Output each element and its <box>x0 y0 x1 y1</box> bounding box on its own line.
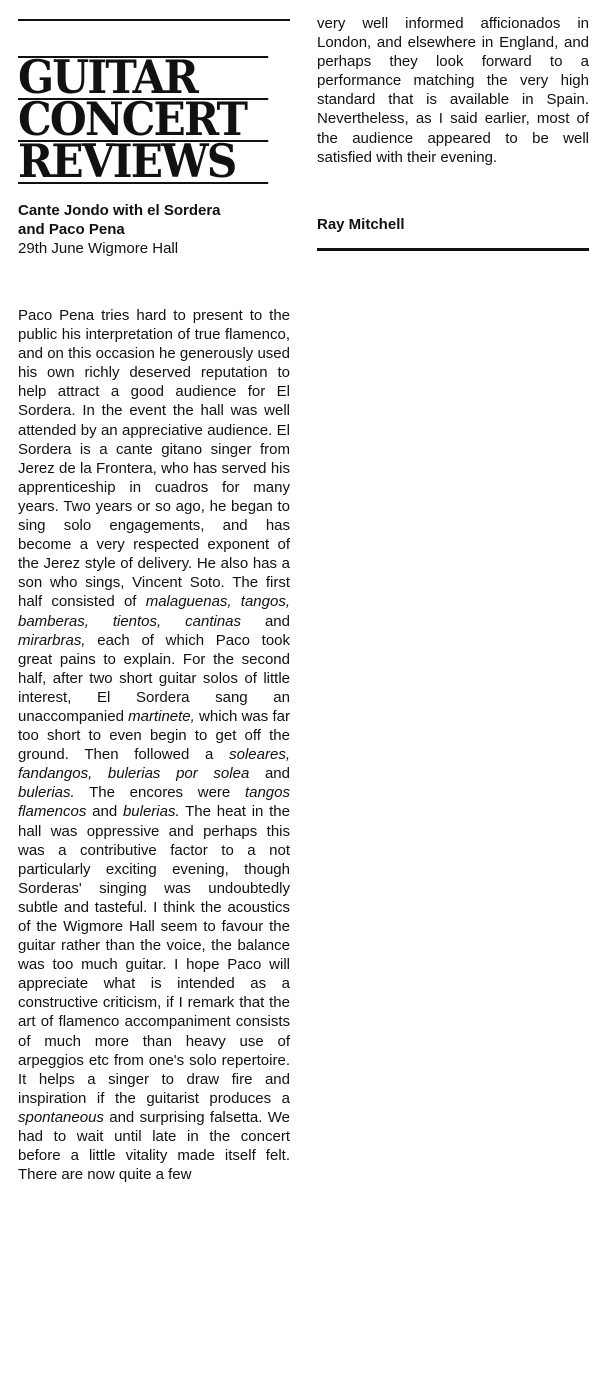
top-rule <box>18 19 290 21</box>
review-heading <box>18 201 290 258</box>
masthead-line-guitar: GUITAR <box>18 56 268 98</box>
body-italic-2: mirarbras, <box>18 631 86 649</box>
body-italic-3: martinete, <box>128 707 195 725</box>
body-text-5: and <box>249 765 290 783</box>
masthead <box>18 56 290 184</box>
body-italic-4: soleares, fandangos, bulerias por solea <box>18 746 290 783</box>
body-text-7: and <box>86 803 123 821</box>
review-body <box>18 306 290 1184</box>
review-date-venue: 29th June Wigmore Hall <box>18 240 179 257</box>
review-title-line2: and Paco Pena <box>18 221 125 238</box>
body-text-1: Paco Pena tries hard to present to the public his interpretation of true flamenco, and on this occasion he generously used his own richly deserved reputation to help attract a good audience for El Sordera. In the event the hall was well attended by an appreciative audience. El Sordera is a cante gitano singer from Jerez de la Frontera, who has served his apprenticeship in cuadros for many years. Two years or so ago, he began to sing solo engagements, and has become a very respected exponent of the Jerez style of delivery. He also has a son who sings, Vincent Soto. The first half consisted of <box>18 307 290 611</box>
body-text-9: and surprising falsetta. We had to wait until late in the concert before a little vitality made itself felt. There are now quite a few <box>18 1108 290 1184</box>
body-text-4: which was far too short to even begin to get off the ground. Then followed a <box>18 707 290 764</box>
review-continuation: very well informed afficionados in London, and elsewhere in England, and perhaps they look forward to a performance matching the very high standard that is available in Spain. Nevertheless, as I said earlier, most of the audience appeared to be well satisfied with their evening. <box>317 15 589 166</box>
body-italic-7: bulerias. <box>122 803 180 821</box>
body-text-8: The heat in the hall was oppressive and perhaps this was a contributive factor to a not particularly exciting evening, though Sorderas' singing was undoubtedly subtle and tasteful. I think the acoustics of the Wigmore Hall seem to favour the guitar rather than the voice, the balance was too much guitar. I hope Paco will appreciate what is intended as a constructive criticism, if I remark that the art of flamenco accompaniment consists of much more than heavy use of arpeggios etc from one's solo repertoire. It helps a singer to draw fire and inspiration if the guitarist produces a <box>18 803 290 1107</box>
end-rule <box>317 248 589 251</box>
body-italic-5: bulerias. <box>18 784 75 802</box>
body-italic-8: spontaneous <box>18 1108 104 1126</box>
body-text-6: The encores were <box>74 784 245 802</box>
body-text-3: each of which Paco took great pains to explain. For the second half, after two short guitar solos of little interest, El Sordera sang an unaccompanied <box>18 631 290 725</box>
masthead-line-concert: CONCERT <box>18 98 268 140</box>
body-italic-6: tangos flamencos <box>18 784 290 821</box>
byline: Ray Mitchell <box>317 216 405 233</box>
masthead-line-reviews: REVIEWS <box>18 140 268 184</box>
body-italic-1: malaguenas, tangos, bamberas, tientos, cantinas <box>18 593 291 630</box>
body-text-2: and <box>241 612 290 630</box>
review-title-line1: Cante Jondo with el Sordera <box>18 202 221 219</box>
